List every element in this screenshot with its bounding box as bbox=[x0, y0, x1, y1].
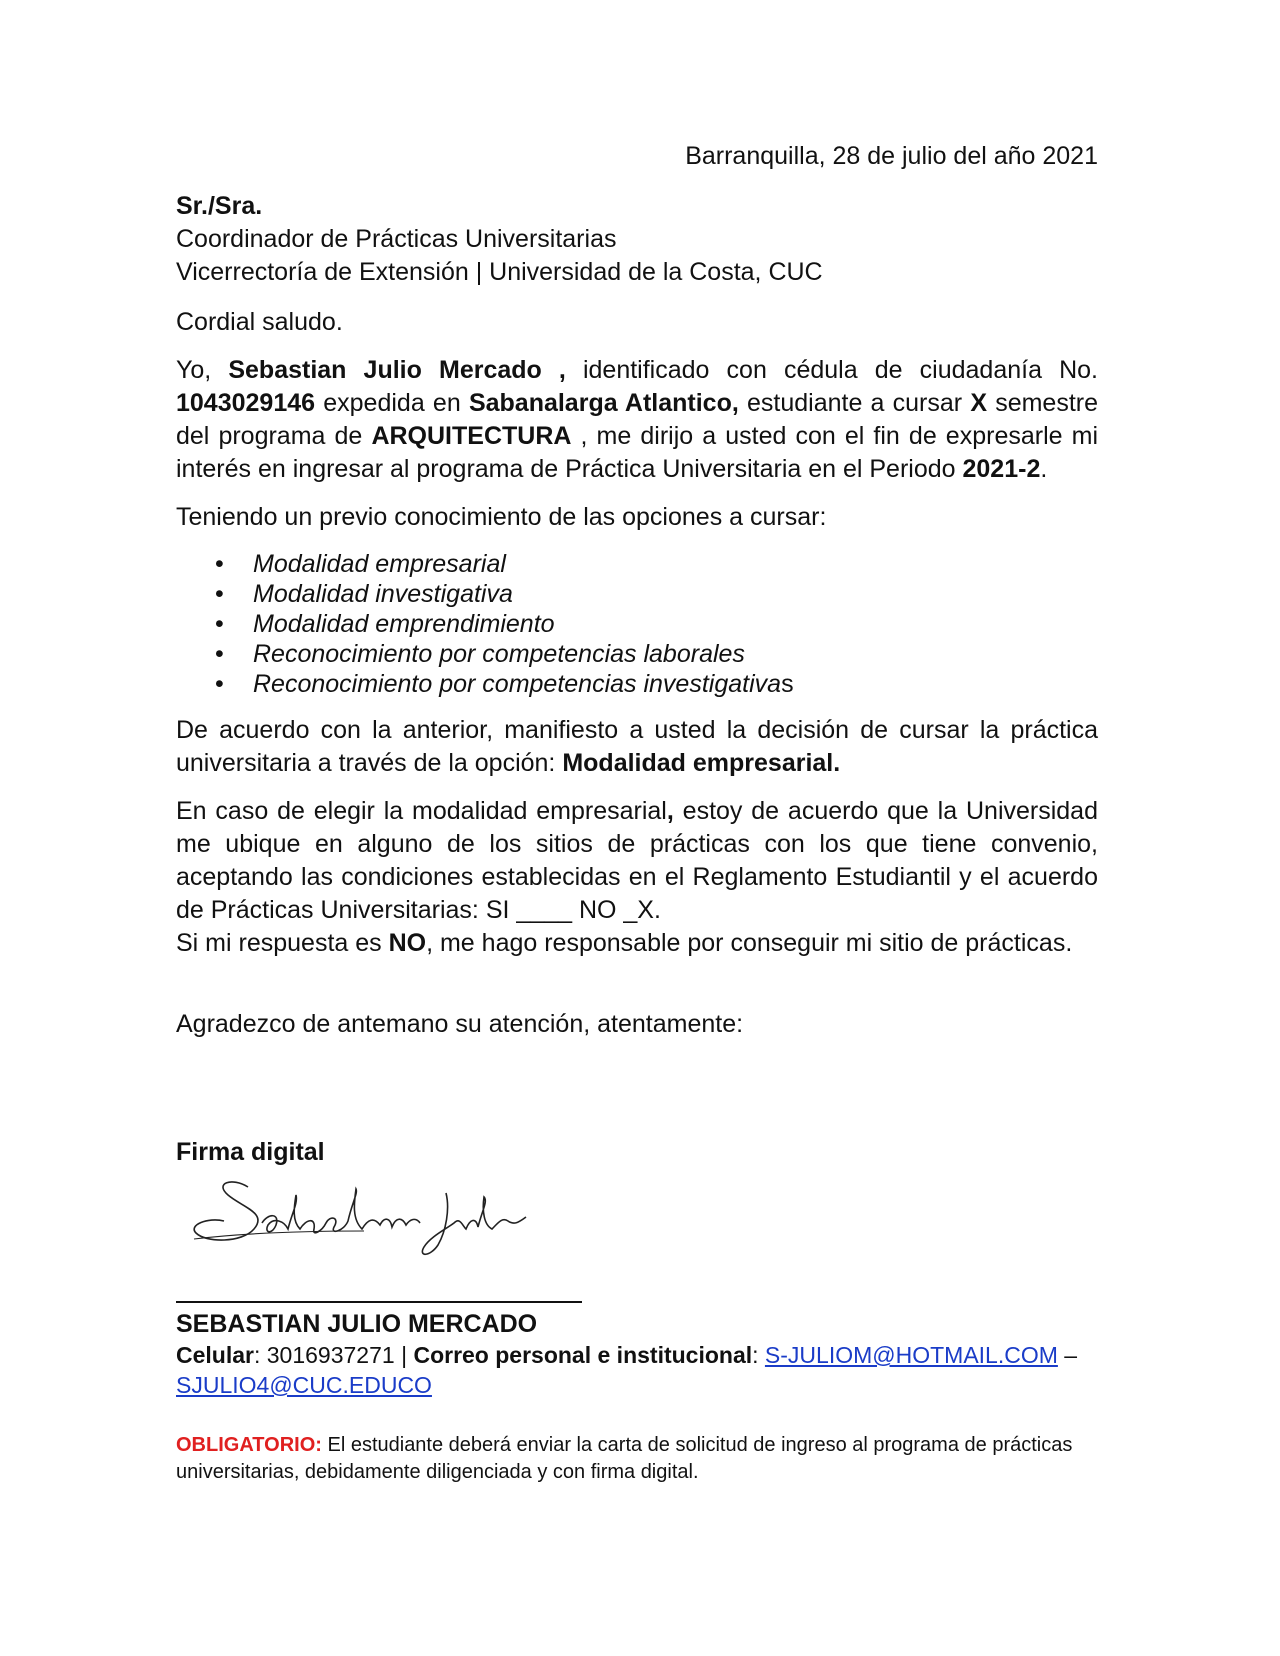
closing-line: Agradezco de antemano su atención, atentamente: bbox=[176, 1010, 744, 1038]
mandatory-note: OBLIGATORIO: El estudiante deberá enviar la carta de solicitud de ingreso al programa de prácticas universitarias, debidamente diligenciada y con firma digital. bbox=[176, 1434, 1073, 1483]
list-item: • Reconocimiento por competencias investigativas bbox=[215, 670, 794, 698]
id-number: 1043029146 bbox=[176, 389, 316, 417]
personal-email-link[interactable]: S-JULIOM@HOTMAIL.COM bbox=[764, 1342, 1058, 1368]
signature-block bbox=[176, 1137, 1126, 1167]
decision-paragraph: De acuerdo con la anterior, manifiesto a usted la decisión de cursar la práctica universitaria a través de la opción: Modalidad empresarial. bbox=[176, 716, 1098, 777]
mandatory-label: OBLIGATORIO: bbox=[176, 1434, 322, 1456]
intro-paragraph: Yo, Sebastian Julio Mercado , identificado con cédula de ciudadanía No. 1043029146 expedida en Sabanalarga Atlantico, estudiante a cursar X semestre del programa de ARQUITECTURA , me dirijo a usted con el fin de expresarle mi interés en ingresar al programa de Práctica Universitaria en el Periodo 2021-2. bbox=[176, 356, 1099, 483]
issue-city: Sabanalarga Atlantico, bbox=[468, 389, 739, 417]
period: 2021-2 bbox=[962, 455, 1041, 483]
recipient-office: Vicerrectoría de Extensión | Universidad de la Costa, CUC bbox=[176, 258, 823, 286]
responsibility-line: Si mi respuesta es NO, me hago responsable por conseguir mi sitio de prácticas. bbox=[176, 929, 1073, 957]
list-item: • Modalidad empresarial bbox=[215, 550, 506, 578]
letter-body bbox=[176, 140, 1098, 1041]
conditions-paragraph: En caso de elegir la modalidad empresarial, estoy de acuerdo que la Universidad me ubique en alguno de los sitios de prácticas con los que tiene convenio, aceptando las condiciones establecidas en el Reglamento Estudiantil y el acuerdo de Prácticas Universitarias: SI ____ NO _X. bbox=[176, 797, 1098, 924]
recipient-block bbox=[176, 190, 1098, 289]
list-item: • Modalidad emprendimiento bbox=[215, 610, 555, 638]
options-list bbox=[176, 549, 1098, 699]
chosen-option: Modalidad empresarial. bbox=[562, 749, 841, 777]
email-label: Correo personal e institucional bbox=[413, 1342, 753, 1368]
phone-number: 3016937271 bbox=[266, 1342, 395, 1368]
list-item: • Modalidad investigativa bbox=[215, 580, 513, 608]
contact-info: Celular: 3016937271 | Correo personal e institucional: S-JULIOM@HOTMAIL.COM – SJULIO4@CUC.EDUCO bbox=[176, 1342, 1078, 1398]
date-line: Barranquilla, 28 de julio del año 2021 bbox=[685, 142, 1098, 170]
options-intro: Teniendo un previo conocimiento de las opciones a cursar: bbox=[176, 503, 827, 531]
phone-label: Celular bbox=[176, 1342, 254, 1368]
semester: X bbox=[970, 389, 987, 417]
recipient-title: Sr./Sra. bbox=[176, 192, 263, 220]
program: ARQUITECTURA bbox=[371, 422, 572, 450]
handwritten-signature bbox=[184, 1173, 544, 1265]
institutional-email-link[interactable]: SJULIO4@CUC.EDUCO bbox=[176, 1372, 432, 1398]
recipient-role: Coordinador de Prácticas Universitarias bbox=[176, 225, 617, 253]
student-name: Sebastian Julio Mercado , bbox=[228, 356, 566, 384]
greeting: Cordial saludo. bbox=[176, 308, 343, 336]
printed-name: SEBASTIAN JULIO MERCADO bbox=[176, 1310, 538, 1338]
list-item: • Reconocimiento por competencias laborales bbox=[215, 640, 745, 668]
signature-label: Firma digital bbox=[176, 1138, 325, 1166]
signature-line bbox=[176, 1301, 582, 1303]
